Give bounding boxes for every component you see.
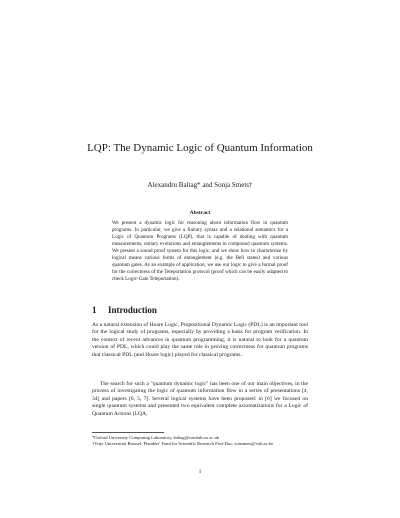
footnote-rule xyxy=(92,432,164,433)
abstract-heading: Abstract xyxy=(189,210,211,216)
section-heading xyxy=(92,305,157,315)
footnote: *Oxford University Computing Laboratory, baltag@comlab.ox.ac.uk xyxy=(92,435,220,440)
page-number: 1 xyxy=(198,469,202,475)
paper-authors: Alexandru Baltag* and Sonja Smets† xyxy=(147,181,253,189)
intro-paragraph: The search for such a "quantum dynamic logic" has been one of our main objectives, in the process of investigating the logic of quantum information flow in a series of presentations [4, 34] and papers [6, 5, 7]. Several logical systems have been proposed: in [6] we focused on single quantum systems and presented two equivalent complete axiomatizations for a Logic of Quantum Actions (LQA, xyxy=(92,381,308,417)
section-number: 1 xyxy=(92,305,97,315)
intro-paragraph: As a natural extension of Hoare Logic, Propositional Dynamic Logic (PDL) is an important tool for the logical study of programs, especially by providing a basis for program verification. In the context of recent advances in quantum programming, it is natural to look for a quantum version of PDL, which could play the same role in proving correctness for quantum programs that classical PDL (and Hoare logic) played for classical programs. xyxy=(92,322,308,358)
footnotes xyxy=(92,435,312,447)
abstract-body: We present a dynamic logic for reasoning about information flow in quantum programs. In particular, we give a finitary syntax and a relational semantics for a Logic of Quantum Programs (LQP), that is capable of dealing with quantum measurements, unitary evolutions and entanglements in compound quantum systems. We present a sound proof system for this logic, and we show how to characterize by logical means various forms of entanglement (e.g. the Bell states) and various quantum gates. As an example of application, we use our logic to give a formal proof for the correctness of the Teleportation protocol (proof which can be easily adapted to check Logic-Gate Teleportation). xyxy=(112,220,288,282)
paper-title: LQP: The Dynamic Logic of Quantum Information xyxy=(87,142,313,154)
section-title: Introduction xyxy=(108,305,157,315)
footnote: †Vrije Universiteit Brussel, Flanders' Fund for Scientific Research Post-Doc, sonsmets@vub.ac.be xyxy=(92,441,274,447)
